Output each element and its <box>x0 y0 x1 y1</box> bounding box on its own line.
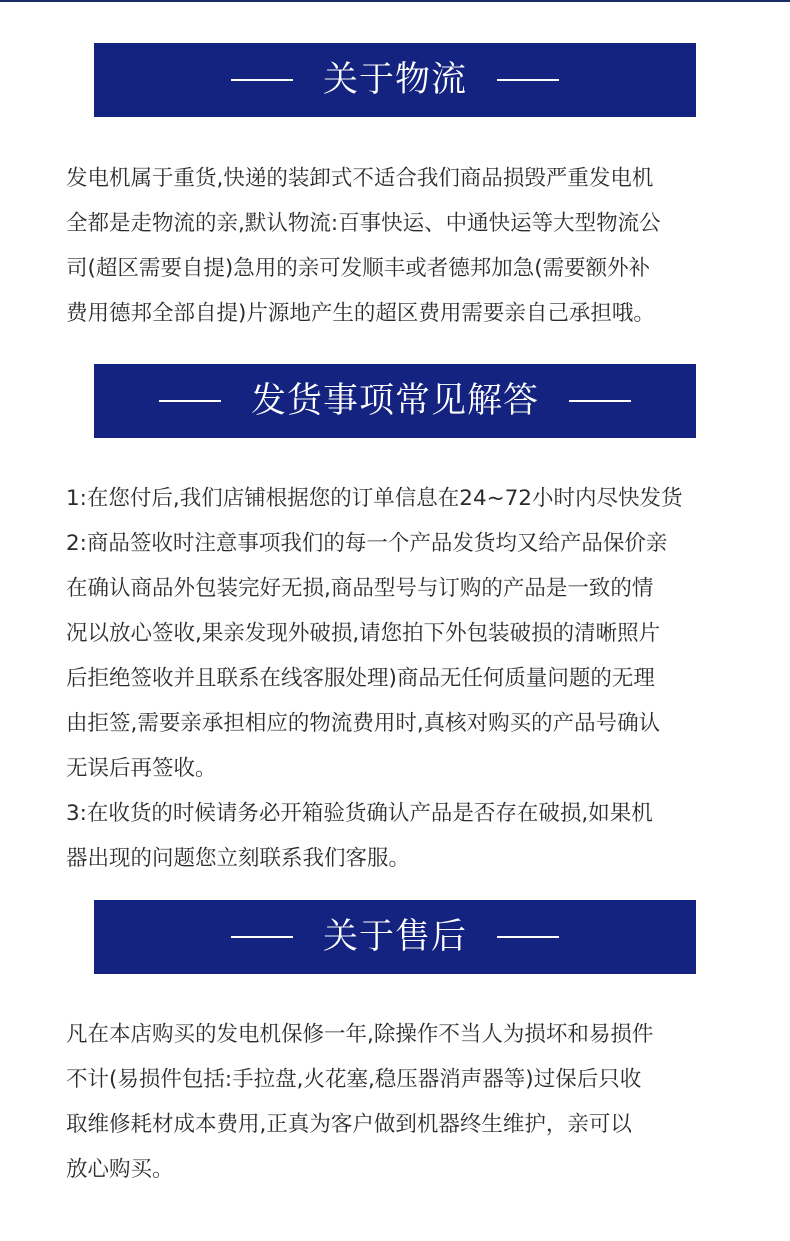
section-body-shipping-faq <box>66 476 746 881</box>
paragraph-line: 后拒绝签收并且联系在线客服处理)商品无任何质量问题的无理 <box>66 666 655 691</box>
section-title-logistics: 关于物流 <box>322 59 467 100</box>
paragraph-line: 取维修耗材成本费用,正真为客户做到机器终生维护，亲可以 <box>66 1112 632 1137</box>
section-body-logistics <box>66 156 746 336</box>
banner-left-rule <box>231 79 293 81</box>
paragraph-line: 况以放心签收,果亲发现外破损,请您拍下外包装破损的清晰照片 <box>66 621 661 646</box>
paragraph-line: 2:商品签收时注意事项我们的每一个产品发货均又给产品保价亲 <box>66 531 668 556</box>
paragraph-line: 全都是走物流的亲,默认物流:百事快运、中通快运等大型物流公 <box>66 211 661 236</box>
banner-right-rule <box>569 400 631 402</box>
banner-left-rule <box>231 936 293 938</box>
section-banner-shipping-faq <box>94 364 696 438</box>
paragraph-line: 无误后再签收。 <box>66 756 217 781</box>
paragraph-line: 凡在本店购买的发电机保修一年,除操作不当人为损坏和易损件 <box>66 1022 654 1047</box>
paragraph-line: 司(超区需要自提)急用的亲可发顺丰或者德邦加急(需要额外补 <box>66 256 651 281</box>
section-title-after-sales: 关于售后 <box>322 916 467 957</box>
paragraph-line: 在确认商品外包装完好无损,商品型号与订购的产品是一致的情 <box>66 576 654 601</box>
section-banner-after-sales <box>94 900 696 974</box>
section-banner-logistics <box>94 43 696 117</box>
paragraph-line: 3:在收货的时候请务必开箱验货确认产品是否存在破损,如果机 <box>66 801 653 826</box>
section-title-shipping-faq: 发货事项常见解答 <box>250 380 539 421</box>
paragraph-line: 器出现的问题您立刻联系我们客服。 <box>66 846 411 871</box>
banner-left-rule <box>159 400 221 402</box>
paragraph-line: 由拒签,需要亲承担相应的物流费用时,真核对购买的产品号确认 <box>66 711 661 736</box>
paragraph-line: 不计(易损件包括:手拉盘,火花塞,稳压器消声器等)过保后只收 <box>66 1067 642 1092</box>
paragraph-line: 发电机属于重货,快递的装卸式不适合我们商品损毁严重发电机 <box>66 166 654 191</box>
section-body-after-sales <box>66 1012 746 1192</box>
paragraph-line: 1:在您付后,我们店铺根据您的订单信息在24~72小时内尽快发货 <box>66 486 683 511</box>
banner-right-rule <box>497 936 559 938</box>
banner-right-rule <box>497 79 559 81</box>
top-divider <box>0 0 790 2</box>
paragraph-line: 放心购买。 <box>66 1157 174 1182</box>
paragraph-line: 费用德邦全部自提)片源地产生的超区费用需要亲自己承担哦。 <box>66 301 655 326</box>
